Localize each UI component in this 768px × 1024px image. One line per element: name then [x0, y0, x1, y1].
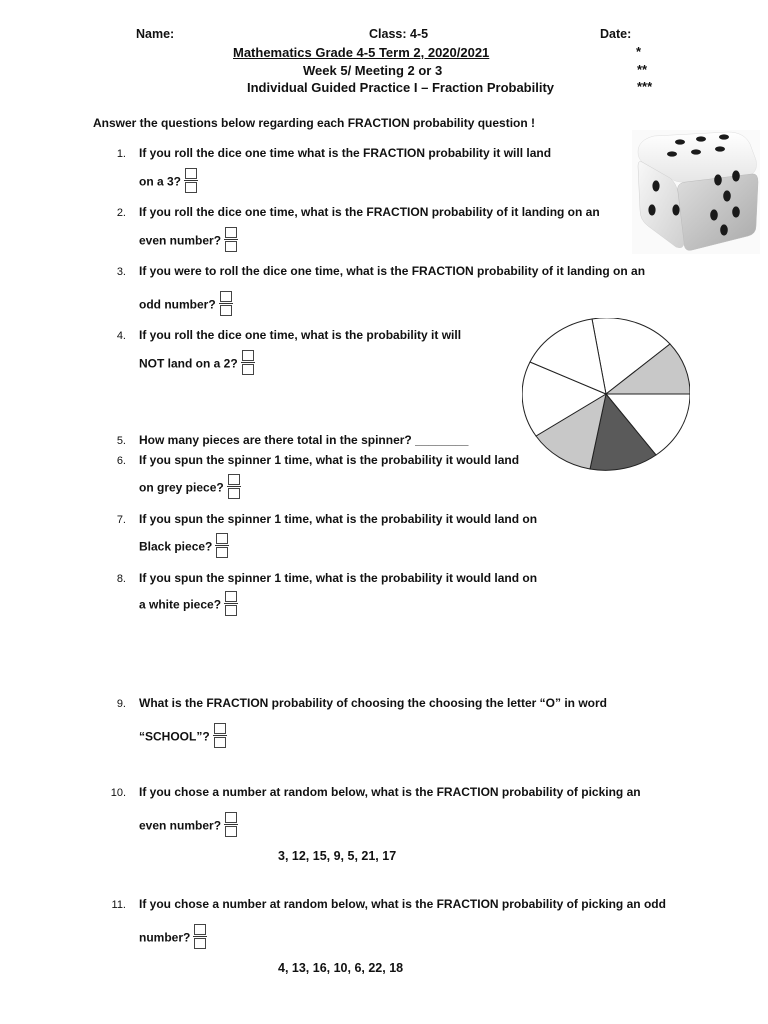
question-2-fraction-answer[interactable]: [225, 227, 237, 252]
question-10-text-cont: even number?: [139, 818, 222, 833]
question-4-answer-line: [139, 352, 254, 377]
spinner-image: [522, 318, 690, 472]
question-5-number: 5.: [116, 435, 126, 447]
question-11-fraction-answer[interactable]: [194, 924, 206, 949]
question-6-fraction-answer[interactable]: [228, 474, 240, 499]
question-11-answer-line: [139, 926, 206, 951]
question-8-text: If you spun the spinner 1 time, what is the probability it would land on: [139, 571, 538, 585]
level-stars-2: **: [637, 62, 648, 77]
dice-image: [632, 130, 760, 254]
question-7-text: If you spun the spinner 1 time, what is the probability it would land on: [139, 512, 538, 526]
instruction-text: Answer the questions below regarding each FRACTION probability question !: [93, 116, 536, 130]
question-9-fraction-answer[interactable]: [214, 723, 226, 748]
question-10-number-list: 3, 12, 15, 9, 5, 21, 17: [278, 849, 397, 863]
question-9-text: What is the FRACTION probability of choosing the choosing the letter “O” in word: [139, 696, 607, 710]
question-1-fraction-answer[interactable]: [185, 168, 197, 193]
question-1-answer-line: [139, 170, 197, 195]
question-9-number: 9.: [116, 698, 126, 710]
question-8-number: 8.: [116, 573, 126, 585]
question-9-text-cont: “SCHOOL”?: [139, 729, 210, 744]
question-11-text: If you chose a number at random below, what is the FRACTION probability of picking an odd: [139, 897, 666, 911]
question-3-text: If you were to roll the dice one time, what is the FRACTION probability of it landing on an: [139, 264, 646, 278]
question-8-answer-line: [139, 593, 237, 618]
question-7-answer-line: [139, 535, 228, 560]
question-6-number: 6.: [116, 455, 126, 467]
question-4-number: 4.: [116, 330, 126, 342]
question-1-text-cont: on a 3?: [139, 174, 182, 189]
question-1-text: If you roll the dice one time what is the FRACTION probability it will land: [139, 146, 552, 160]
worksheet-title: Mathematics Grade 4-5 Term 2, 2020/2021: [233, 45, 490, 60]
date-label: Date:: [600, 27, 632, 41]
question-5-text: How many pieces are there total in the spinner? ________: [139, 433, 469, 447]
question-3-fraction-answer[interactable]: [220, 291, 232, 316]
question-3-answer-line: [139, 293, 232, 318]
level-stars-3: ***: [637, 79, 653, 94]
question-7-fraction-answer[interactable]: [216, 533, 228, 558]
question-6-answer-line: [139, 476, 240, 501]
worksheet-subtitle-week: Week 5/ Meeting 2 or 3: [303, 63, 443, 78]
question-4-fraction-answer[interactable]: [242, 350, 254, 375]
question-10-text: If you chose a number at random below, what is the FRACTION probability of picking an: [139, 785, 641, 799]
question-10-number: 10.: [110, 787, 126, 799]
question-6-text: If you spun the spinner 1 time, what is the probability it would land: [139, 453, 520, 467]
question-9-answer-line: [139, 725, 226, 750]
question-11-number-list: 4, 13, 16, 10, 6, 22, 18: [278, 961, 404, 975]
question-11-number: 11.: [111, 899, 126, 911]
question-1-number: 1.: [116, 148, 126, 160]
question-4-text-cont: NOT land on a 2?: [139, 356, 238, 371]
question-2-text-cont: even number?: [139, 233, 222, 248]
name-label: Name:: [136, 27, 175, 41]
class-label: Class: 4-5: [369, 27, 429, 41]
question-10-fraction-answer[interactable]: [225, 812, 237, 837]
question-7-text-cont: Black piece?: [139, 539, 213, 554]
question-2-number: 2.: [116, 207, 126, 219]
question-2-text: If you roll the dice one time, what is the FRACTION probability of it landing on an: [139, 205, 600, 219]
question-2-answer-line: [139, 229, 237, 254]
question-3-text-cont: odd number?: [139, 297, 216, 312]
question-4-text: If you roll the dice one time, what is the probability it will: [139, 328, 462, 342]
question-7-number: 7.: [116, 514, 126, 526]
worksheet-subtitle-practice: Individual Guided Practice I – Fraction Probability: [247, 80, 555, 95]
level-stars-1: *: [636, 44, 642, 59]
question-6-text-cont: on grey piece?: [139, 480, 224, 495]
question-10-answer-line: [139, 814, 237, 839]
question-3-number: 3.: [116, 266, 126, 278]
question-8-text-cont: a white piece?: [139, 597, 222, 612]
question-11-text-cont: number?: [139, 930, 191, 945]
question-8-fraction-answer[interactable]: [225, 591, 237, 616]
